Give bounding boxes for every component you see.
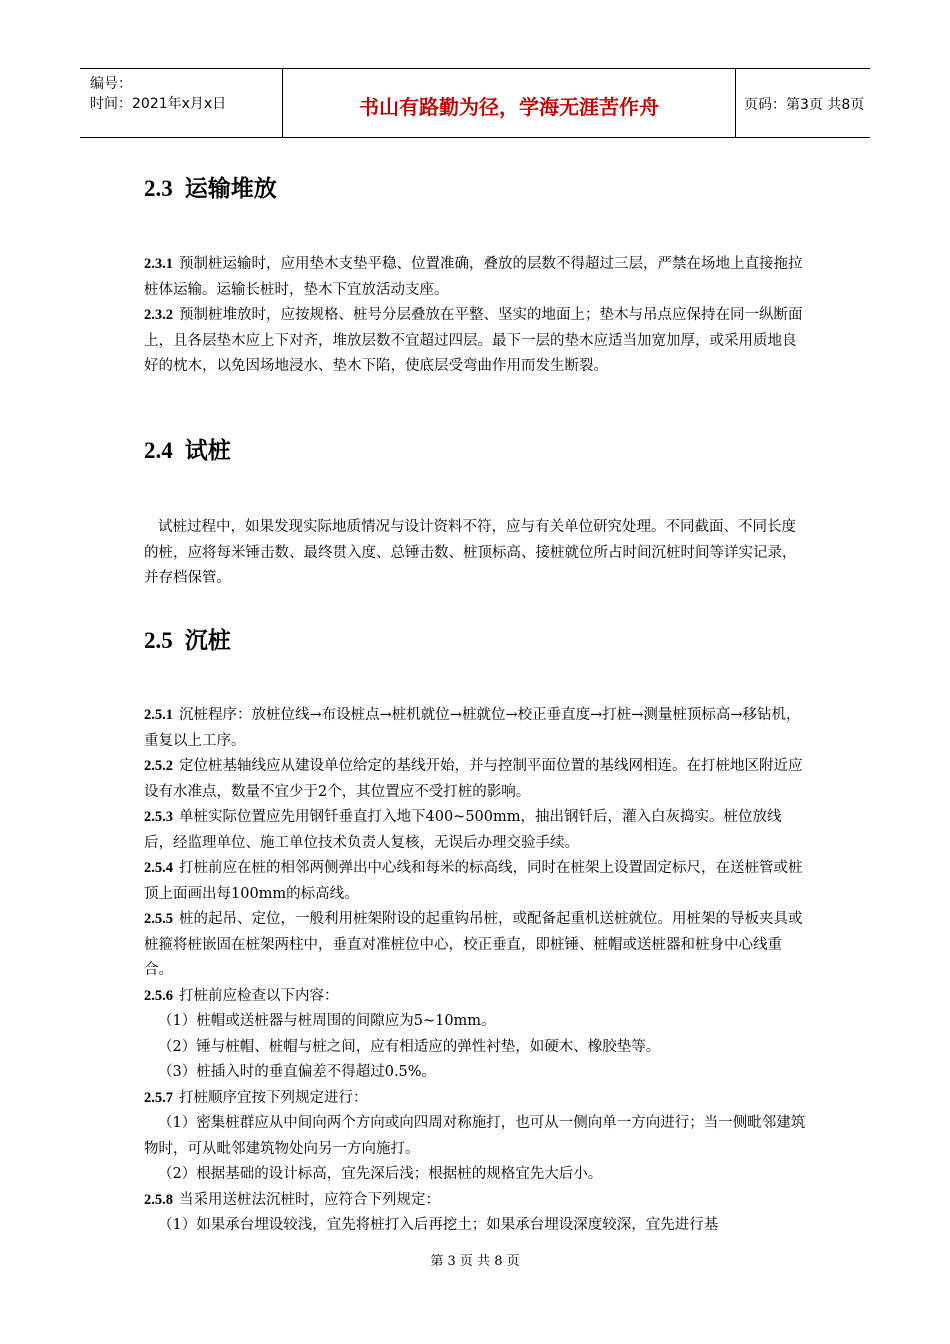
paragraph-text: 预制桩运输时，应用垫木支垫平稳、位置准确，叠放的层数不得超过三层，严禁在场地上直接拖拉桩体运输。运输长桩时，垫木下宜放活动支座。 xyxy=(144,256,803,298)
paragraph-2-5-1 xyxy=(144,703,810,754)
list-item: （2）锤与桩帽、桩帽与桩之间，应有相适应的弹性衬垫，如硬木、橡胶垫等。 xyxy=(158,1038,661,1055)
paragraph-text: 当采用送桩法沉桩时，应符合下列规定： xyxy=(179,1191,440,1208)
list-item: （1）桩帽或送桩器与桩周围的间隙应为5~10mm。 xyxy=(158,1013,496,1029)
section-title: 试桩 xyxy=(184,438,231,464)
paragraph-text: 预制桩堆放时，应按规格、桩号分层叠放在平整、坚实的地面上；垫木与吊点应保持在同一纵断面上，且各层垫木应上下对齐，堆放层数不宜超过四层。最下一层的垫木应适当加宽加厚，或采用质地良好的枕木，以免因场地浸水、垫木下陷，使底层受弯曲作用而发生断裂。 xyxy=(144,307,803,374)
paragraph-2-5-4 xyxy=(144,856,810,907)
doc-code-label: 编号： xyxy=(90,76,132,92)
clause-number: 2.5.7 xyxy=(144,1089,173,1106)
paragraph-2-5-6 xyxy=(144,984,810,1010)
section-2-4-body xyxy=(144,515,810,592)
clause-number: 2.5.4 xyxy=(144,860,173,876)
clause-number: 2.3.1 xyxy=(144,256,173,272)
paragraph-2-5-8 xyxy=(144,1188,810,1214)
paragraph-text: 打桩前应检查以下内容： xyxy=(179,987,339,1004)
paragraph-text: 打桩前应在桩的相邻两侧弹出中心线和每米的标高线，同时在桩架上设置固定标尺，在送桩管或桩顶上面画出每100mm的标高线。 xyxy=(144,860,803,902)
section-number: 2.3 xyxy=(144,176,173,201)
clause-number: 2.5.3 xyxy=(144,809,173,825)
page-header xyxy=(80,68,870,138)
section-heading-2-5 xyxy=(144,622,231,655)
clause-number: 2.5.1 xyxy=(144,707,173,723)
clause-number: 2.5.2 xyxy=(144,758,173,774)
clause-number: 2.5.6 xyxy=(144,987,173,1004)
paragraph-text: 定位桩基轴线应从建设单位给定的基线开始，并与控制平面位置的基线网相连。在打桩地区附近应设有水准点，数量不宜少于2个，其位置应不受打桩的影响。 xyxy=(144,758,803,800)
clause-number: 2.3.2 xyxy=(144,307,173,323)
list-item: （2）根据基础的设计标高，宜先深后浅；根据桩的规格宜先大后小。 xyxy=(158,1166,603,1182)
section-heading-2-4 xyxy=(144,432,231,465)
list-item: （1）如果承台埋设较浅，宜先将桩打入后再挖土；如果承台埋设深度较深，宜先进行基 xyxy=(158,1217,719,1233)
paragraph-text: 单桩实际位置应先用钢钎垂直打入地下400~500mm，抽出钢钎后，灌入白灰捣实。桩位放线后，经监理单位、施工单位技术负责人复核，无误后办理交验手续。 xyxy=(144,809,782,851)
doc-date-label: 时间：2021年x月x日 xyxy=(90,96,227,112)
clause-number: 2.5.5 xyxy=(144,911,173,927)
section-heading-2-3 xyxy=(144,170,277,203)
list-item: （3）桩插入时的垂直偏差不得超过0.5%。 xyxy=(158,1064,437,1080)
header-page-info: 页码：第3页 共8页 xyxy=(744,97,865,113)
list-item: （1）密集桩群应从中间向两个方向或向四周对称施打，也可从一侧向单一方向进行；当一侧毗邻建筑物时，可从毗邻建筑物处向另一方向施打。 xyxy=(144,1115,806,1157)
header-page-cell xyxy=(736,69,870,137)
section-2-3-body xyxy=(144,252,810,380)
header-meta xyxy=(80,69,283,137)
header-motto-cell xyxy=(283,69,736,137)
paragraph-2-3-1 xyxy=(144,252,810,303)
paragraph-2-5-3 xyxy=(144,805,810,856)
clause-number: 2.5.8 xyxy=(144,1191,173,1208)
page-footer: 第 3 页 共 8 页 xyxy=(430,1254,520,1269)
section-number: 2.4 xyxy=(144,438,173,463)
section-title: 沉桩 xyxy=(184,628,231,654)
paragraph-2-3-2 xyxy=(144,303,810,380)
paragraph-text: 打桩顺序宜按下列规定进行： xyxy=(179,1089,368,1106)
paragraph-2-5-7 xyxy=(144,1086,810,1112)
paragraph-2-5-5 xyxy=(144,907,810,984)
paragraph-text: 桩的起吊、定位，一般利用桩架附设的起重钩吊桩，或配备起重机送桩就位。用桩架的导板夹具或桩箍将桩嵌固在桩架两柱中，垂直对准桩位中心，校正垂直，即桩锤、桩帽或送桩器和桩身中心线重合。 xyxy=(144,911,803,978)
paragraph-text: 沉桩程序：放桩位线→布设桩点→桩机就位→桩就位→校正垂直度→打桩→测量桩顶标高→移钻机，重复以上工序。 xyxy=(144,707,801,749)
paragraph-2-5-2 xyxy=(144,754,810,805)
section-title: 运输堆放 xyxy=(184,176,277,202)
section-2-5-body xyxy=(144,703,810,1239)
section-number: 2.5 xyxy=(144,628,173,653)
header-motto: 书山有路勤为径，学海无涯苦作舟 xyxy=(359,95,659,119)
paragraph-2-4: 试桩过程中，如果发现实际地质情况与设计资料不符，应与有关单位研究处理。不同截面、不同长度的桩，应将每米锤击数、最终贯入度、总锤击数、桩顶标高、接桩就位所占时间沉桩时间等详实记录，并存档保管。 xyxy=(144,519,797,586)
